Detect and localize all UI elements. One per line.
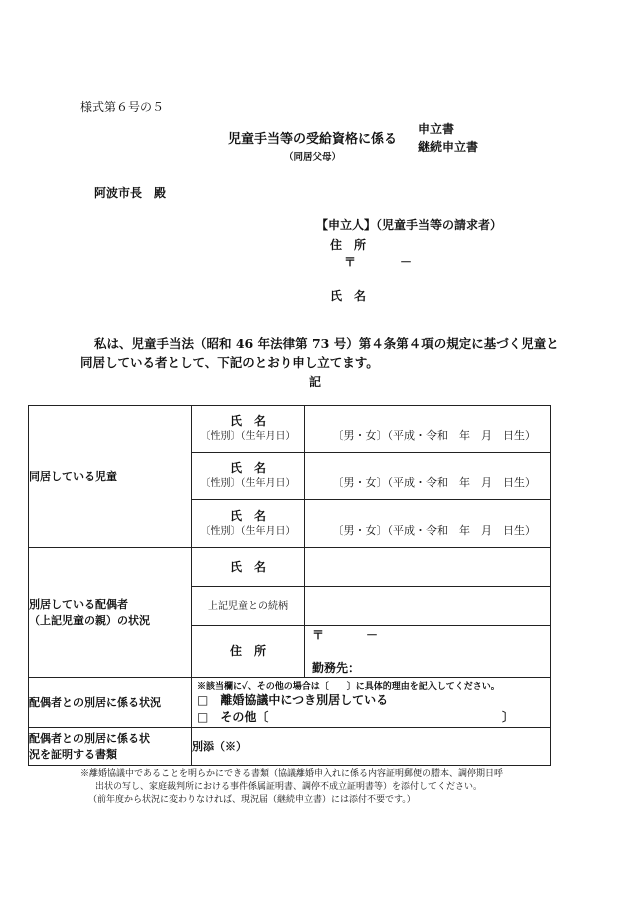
spouse-relation-label — [192, 587, 305, 626]
title-option-application: 申立書 — [418, 122, 455, 136]
footnote-2: 出状の写し、家庭裁判所における事件係属証明書、調停不成立証明書等）を添付してください。 — [95, 782, 483, 792]
spouse-workplace-label: 勤務先： — [312, 661, 361, 675]
separation-status-cell — [192, 678, 551, 728]
child-sub-text: 〔性別〕（生年月日） — [200, 478, 296, 489]
ki-heading: 記 — [309, 375, 322, 389]
child-name-label — [192, 406, 305, 453]
spouse-address-text: 住 所 — [229, 644, 266, 658]
postal-dash: － — [400, 255, 413, 269]
footnote-3: （前年度から状況に変わりなければ、現況届（継続申立書）には添付不要です。） — [88, 795, 416, 805]
child-gender-birth: 〔男・女〕（平成・令和 年 月 日生） — [332, 523, 536, 537]
spouse-status-label — [29, 548, 192, 678]
option-divorce-talks[interactable]: □ 離婚協議中につき別居している — [197, 693, 389, 707]
child-sub-text: 〔性別〕（生年月日） — [200, 431, 296, 442]
option-other-text: □ その他〔 — [197, 710, 269, 724]
separation-status-label: 配偶者との別居に係る状況 — [29, 678, 192, 728]
separation-note: ※該当欄に✓、その他の場合は〔 〕に具体的理由を記入してください。 — [197, 682, 500, 692]
child-gender-birth: 〔男・女〕（平成・令和 年 月 日生） — [332, 476, 536, 489]
spouse-relation-text: 上記児童との続柄 — [208, 600, 288, 612]
option-other[interactable] — [192, 709, 550, 726]
spouse-name-text: 氏 名 — [229, 559, 266, 574]
proof-document-value: 別添（※） — [192, 728, 551, 766]
applicant-name-label: 氏 名 — [330, 289, 367, 303]
form-subtitle: （同居父母） — [284, 152, 342, 163]
spouse-name-field[interactable] — [305, 548, 551, 587]
table-row — [29, 678, 551, 728]
child-name-text: 氏 名 — [229, 414, 266, 428]
spouse-label-line-1: 別居している配偶者 — [29, 597, 128, 611]
title-option-continuation: 継続申立書 — [418, 140, 479, 154]
declaration-table — [28, 405, 551, 766]
form-title: 児童手当等の受給資格に係る — [228, 132, 398, 147]
postal-mark: 〒 — [344, 255, 357, 269]
spouse-postal — [305, 626, 550, 643]
spouse-name-label — [192, 548, 305, 587]
applicant-heading: 【申立人】（児童手当等の請求者） — [316, 218, 503, 232]
table-row — [29, 548, 551, 587]
statement-text: 私は、児童手当法（昭和 46 年法律第 73 号）第４条第４項の規定に基づく児童と同居している者として、下記のとおり申し立てます。 — [80, 336, 559, 370]
child-gender-birth: 〔男・女〕（平成・令和 年 月 日生） — [332, 429, 536, 442]
proof-label-line-1: 配偶者との別居に係る状 — [29, 731, 150, 745]
child-name-label — [192, 500, 305, 548]
proof-label-line-2: 況を証明する書類 — [29, 747, 117, 761]
child-info-field[interactable] — [305, 406, 551, 453]
form-number: 様式第６号の５ — [80, 100, 165, 114]
spouse-address-field[interactable] — [305, 626, 551, 678]
child-name-text: 氏 名 — [229, 508, 266, 523]
addressee: 阿波市長 殿 — [94, 186, 167, 200]
child-info-field[interactable] — [305, 453, 551, 500]
child-sub-text: 〔性別〕（生年月日） — [200, 525, 296, 537]
table-row — [29, 728, 551, 766]
spouse-address-label — [192, 626, 305, 678]
child-name-label — [192, 453, 305, 500]
footnote-1: ※離婚協議中であることを明らかにできる書類（協議離婚申入れに係る内容証明郵便の謄本、調停期日呼 — [80, 769, 504, 779]
spouse-postal-mark: 〒 — [312, 628, 325, 642]
spouse-label-line-2: （上記児童の親）の状況 — [29, 613, 150, 627]
cohabiting-children-label: 同居している児童 — [29, 406, 192, 548]
child-name-text: 氏 名 — [229, 461, 266, 475]
table-row — [29, 406, 551, 453]
spouse-relation-field[interactable] — [305, 587, 551, 626]
applicant-address-label: 住 所 — [330, 238, 367, 252]
child-info-field[interactable] — [305, 500, 551, 548]
proof-document-label — [29, 728, 192, 766]
option-other-close: 〕 — [502, 710, 515, 724]
spouse-postal-dash: － — [366, 628, 379, 642]
